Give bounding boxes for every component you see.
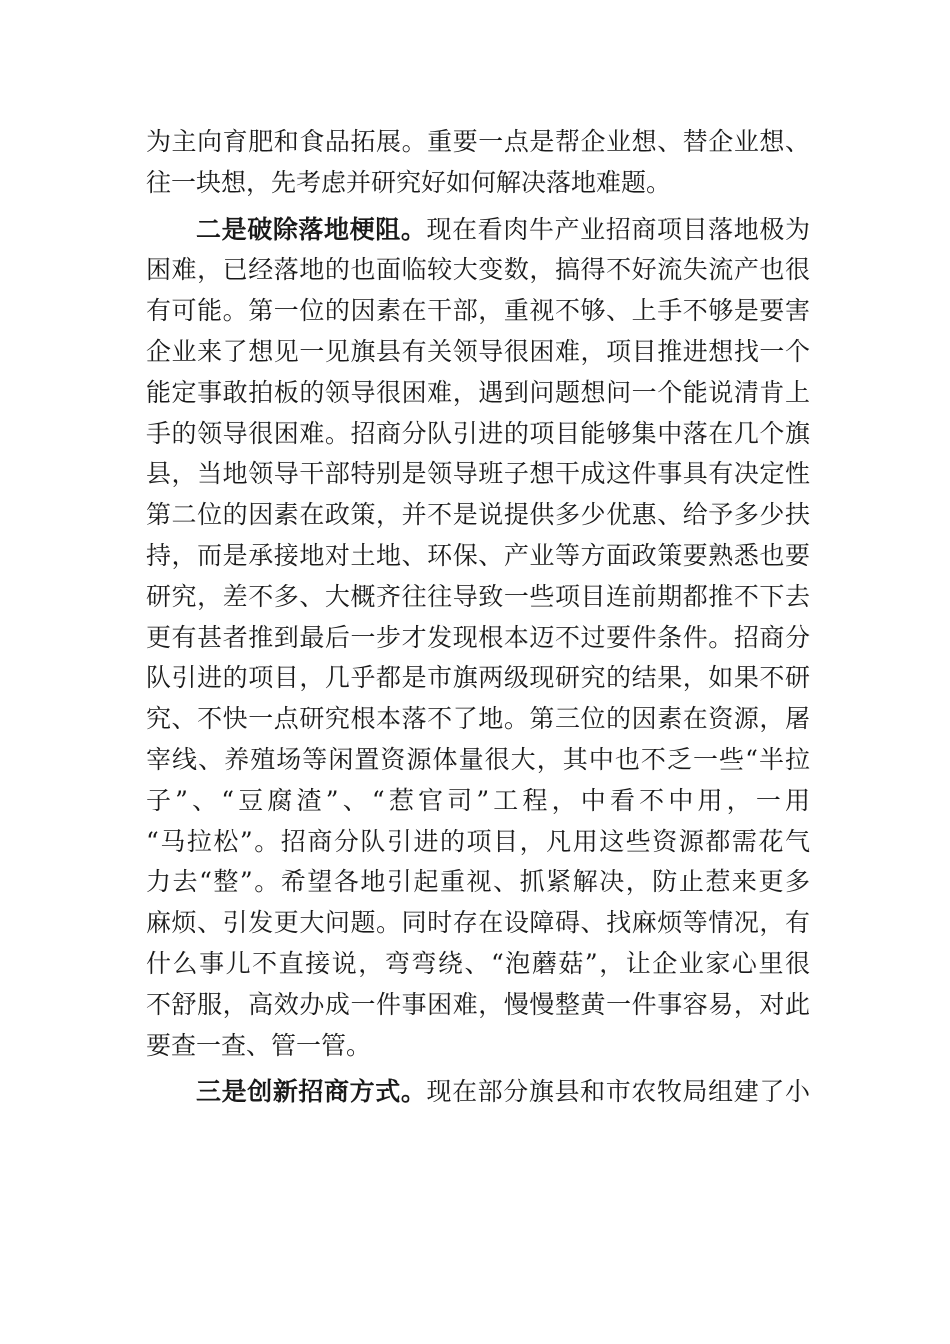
text-line: 研究，差不多、大概齐往往导致一些项目连前期都推不下去 — [146, 581, 810, 611]
paragraph-first-line — [146, 1072, 810, 1113]
text-line: 能定事敢拍板的领导很困难，遇到问题想问一个能说清肯上 — [146, 377, 810, 407]
text-line: 第二位的因素在政策，并不是说提供多少优惠、给予多少扶 — [146, 500, 810, 530]
text-line: 企业来了想见一见旗县有关领导很困难，项目推进想找一个 — [146, 336, 810, 366]
text-line: 子”、“豆腐渣”、“惹官司”工程，中看不中用，一用 — [146, 785, 810, 815]
paragraph-heading: 二是破除落地梗阻。 — [196, 214, 427, 244]
text-line: 不舒服，高效办成一件事困难，慢慢整黄一件事容易，对此 — [146, 989, 810, 1019]
text-line: 力去“整”。希望各地引起重视、抓紧解决，防止惹来更多 — [146, 867, 810, 897]
text-line: 往一块想，先考虑并研究好如何解决落地难题。 — [146, 167, 672, 197]
text-span: 现在看肉牛产业招商项目落地极为 — [426, 214, 810, 244]
text-line: 困难，已经落地的也面临较大变数，搞得不好流失流产也很 — [146, 255, 810, 285]
text-line: 要查一查、管一管。 — [146, 1030, 372, 1060]
paragraph-1 — [146, 122, 810, 204]
paragraph-2 — [146, 210, 810, 1067]
text-line: 县，当地领导干部特别是领导班子想干成这件事具有决定性 — [146, 459, 810, 489]
text-line: 什么事儿不直接说，弯弯绕、“泡蘑菇”，让企业家心里很 — [146, 948, 810, 978]
paragraph-heading: 三是创新招商方式。 — [196, 1077, 427, 1107]
text-line: 手的领导很困难。招商分队引进的项目能够集中落在几个旗 — [146, 418, 810, 448]
text-line: 更有甚者推到最后一步才发现根本迈不过要件条件。招商分 — [146, 622, 810, 652]
text-line: 持，而是承接地对土地、环保、产业等方面政策要熟悉也要 — [146, 540, 810, 570]
text-line: “马拉松”。招商分队引进的项目，凡用这些资源都需花气 — [146, 826, 810, 856]
text-line: 队引进的项目，几乎都是市旗两级现研究的结果，如果不研 — [146, 663, 810, 693]
text-line: 宰线、养殖场等闲置资源体量很大，其中也不乏一些“半拉 — [146, 744, 810, 774]
text-line: 究、不快一点研究根本落不了地。第三位的因素在资源，屠 — [146, 704, 810, 734]
paragraph-first-line — [146, 210, 810, 251]
document-body — [146, 122, 810, 1113]
text-line: 有可能。第一位的因素在干部，重视不够、上手不够是要害 — [146, 296, 810, 326]
text-line: 为主向育肥和食品拓展。重要一点是帮企业想、替企业想、 — [146, 127, 810, 156]
text-span: 现在部分旗县和市农牧局组建了小 — [426, 1077, 810, 1107]
text-line: 麻烦、引发更大问题。同时存在设障碍、找麻烦等情况，有 — [146, 908, 810, 938]
paragraph-3 — [146, 1072, 810, 1113]
